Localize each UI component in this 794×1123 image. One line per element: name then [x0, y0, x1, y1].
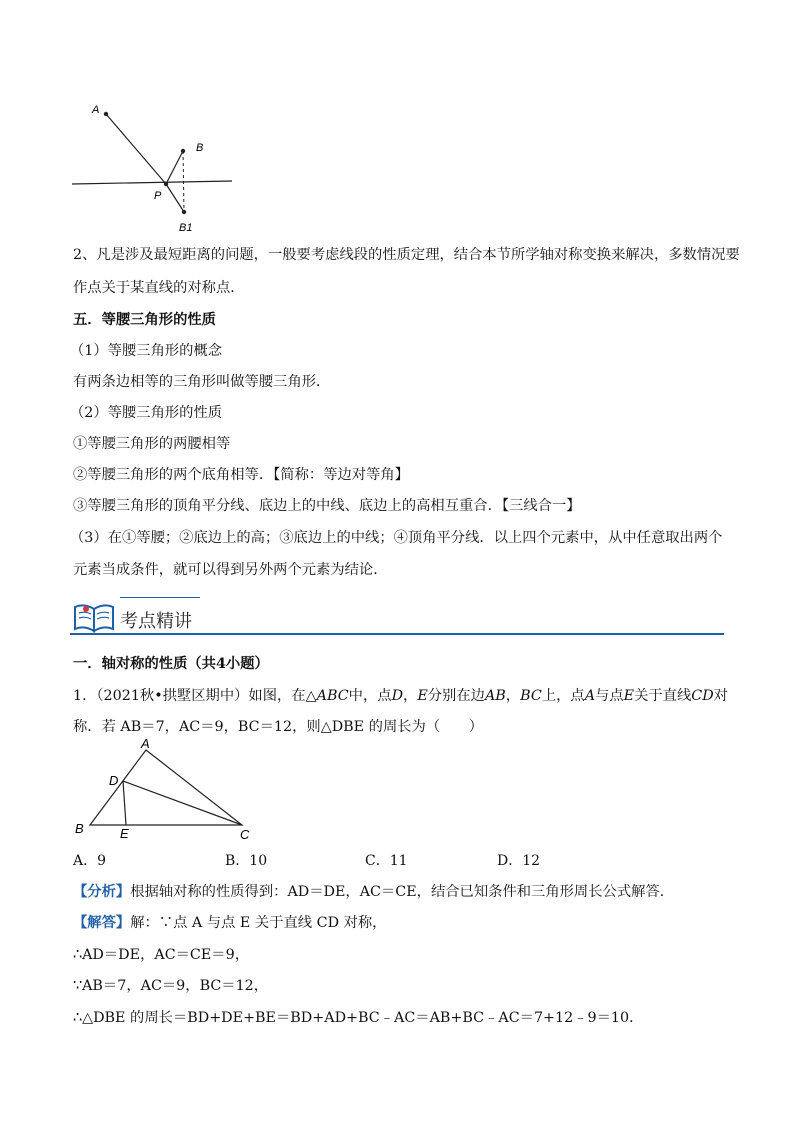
option-a[interactable]: A．9	[73, 853, 107, 869]
label-b: B	[196, 142, 204, 154]
topic1-title: 一．轴对称的性质（共4小题）	[73, 656, 269, 672]
section-banner	[70, 595, 724, 637]
label-p: P	[154, 190, 162, 202]
label-a: A	[141, 738, 150, 751]
q1-line2: 称．若 AB＝7，AC＝9，BC＝12，则△DBE 的周长为（ ）	[73, 719, 484, 735]
answer-line3: ∵AB＝7，AC＝9，BC＝12，	[73, 978, 269, 994]
property-1: ①等腰三角形的两腰相等	[73, 436, 231, 452]
property-3: ③等腰三角形的顶角平分线、底边上的中线、底边上的高相互重合．【三线合一】	[73, 498, 581, 514]
option-b[interactable]: B．10	[225, 853, 268, 869]
section5-title: 五．等腰三角形的性质	[73, 312, 216, 328]
analysis	[73, 882, 674, 902]
option-c[interactable]: C．11	[365, 853, 408, 869]
point2-line1: 2、凡是涉及最短距离的问题，一般要考虑线段的性质定理，结合本节所学轴对称变换来解决，多数情况要	[73, 247, 740, 263]
answer-line2: ∴AD＝DE，AC＝CE＝9，	[73, 947, 250, 963]
book-icon	[72, 601, 116, 633]
analysis-text: 根据轴对称的性质得到：AD＝DE，AC＝CE，结合已知条件和三角形周长公式解答．	[130, 884, 675, 900]
label-b1: B1	[179, 222, 193, 234]
q1-line1: 1．（2021秋•拱墅区期中）如图，在△ABC中，点D，E分别在边AB，BC上，点A与点E关于直线CD对	[73, 688, 728, 704]
section5-s3-line2: 元素当成条件，就可以得到另外两个元素为结论．	[73, 562, 388, 578]
option-d[interactable]: D．12	[497, 853, 541, 869]
section5-s2: （2）等腰三角形的性质	[70, 405, 223, 421]
section5-s3-line1: （3）在①等腰；②底边上的高；③底边上的中线；④顶角平分线．以上四个元素中，从中任意取出两个	[70, 530, 723, 546]
answer-text: 解：∵点 A 与点 E 关于直线 CD 对称，	[130, 915, 387, 931]
banner-title: 考点精讲	[120, 611, 192, 632]
label-c: C	[240, 827, 250, 842]
label-a: A	[92, 104, 100, 116]
label-d: D	[109, 773, 119, 788]
reflection-figure	[60, 95, 250, 240]
banner-bottom-rule	[70, 633, 724, 635]
analysis-tag: 【分析】	[73, 884, 131, 900]
property-2: ②等腰三角形的两个底角相等．【简称：等边对等角】	[73, 467, 409, 483]
answer-line1	[73, 913, 386, 933]
point2-line2: 作点关于某直线的对称点．	[73, 280, 245, 296]
answer-tag: 【解答】	[73, 915, 131, 931]
label-b: B	[75, 821, 84, 836]
section5-s1-text: 有两条边相等的三角形叫做等腰三角形．	[73, 374, 331, 390]
banner-top-rule	[120, 597, 200, 598]
triangle-figure	[70, 738, 270, 848]
section5-s1: （1）等腰三角形的概念	[70, 343, 223, 359]
answer-line4: ∴△DBE 的周长＝BD+DE+BE＝BD+AD+BC﹣AC＝AB+BC﹣AC＝7+12﹣9＝10．	[73, 1010, 644, 1026]
label-e: E	[120, 826, 129, 841]
